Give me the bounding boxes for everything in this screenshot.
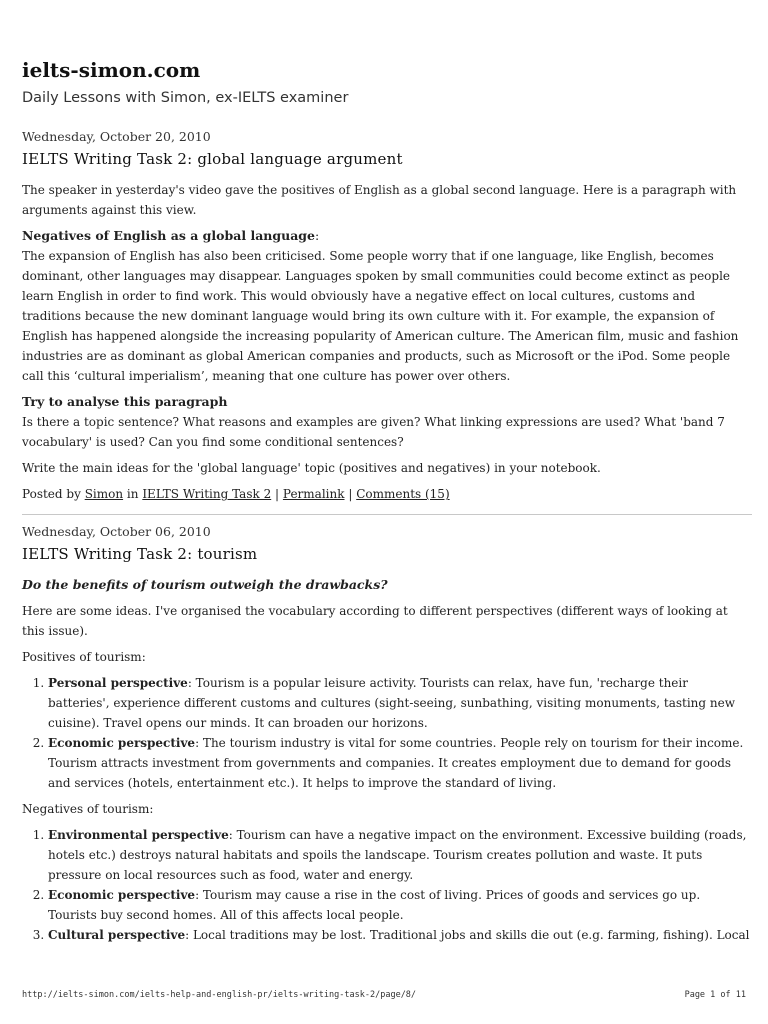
analyse-heading: Try to analyse this paragraph	[22, 394, 228, 409]
perspective-text: : The tourism industry is vital for some countries. People rely on tourism for their income. Tourism attracts investment from governments and companies. It creates employment due to demand for goods and services (hotels, entertainment etc.). It helps to improve the standard of living.	[48, 736, 744, 790]
list-item	[48, 673, 752, 733]
positives-label: Positives of tourism:	[22, 650, 146, 664]
analyse-questions: Is there a topic sentence? What reasons and examples are given? What linking expressions are used? What 'band 7 vocabulary' is used? Can you find some conditional sentences?	[22, 415, 725, 449]
perspective-text: : Tourism is a popular leisure activity. Tourists can relax, have fun, 'recharge their batteries', experience different customs and cultures (sight-seeing, sunbathing, visiting monuments, tasting new cuisine). Travel opens our minds. It can broaden our horizons.	[48, 676, 735, 730]
list-item	[48, 733, 752, 793]
post-divider	[22, 514, 752, 515]
post-global-language	[22, 128, 752, 515]
post-intro: The speaker in yesterday's video gave the positives of English as a global second language. Here is a paragraph with arguments against this view.	[22, 183, 737, 217]
document-page	[22, 56, 752, 945]
separator: |	[348, 487, 353, 501]
post-tourism	[22, 523, 752, 945]
site-title[interactable]: ielts-simon.com	[22, 58, 201, 82]
footer-page-number: Page 1 of 11	[684, 990, 746, 1000]
negatives-label: Negatives of tourism:	[22, 802, 154, 816]
post-date: Wednesday, October 20, 2010	[22, 129, 211, 144]
post-intro: Here are some ideas. I've organised the vocabulary according to different perspectives (different ways of looking at this issue).	[22, 604, 728, 638]
posted-by-label: Posted by	[22, 487, 81, 501]
perspective-label: Economic perspective	[48, 736, 196, 750]
category-link[interactable]: IELTS Writing Task 2	[142, 487, 272, 501]
perspective-label: Cultural perspective	[48, 928, 186, 942]
essay-question: Do the benefits of tourism outweigh the drawbacks?	[22, 577, 388, 592]
perspective-label: Personal perspective	[48, 676, 188, 690]
negatives-list	[22, 825, 752, 945]
list-item	[48, 925, 752, 945]
perspective-label: Economic perspective	[48, 888, 196, 902]
post-meta	[22, 484, 752, 504]
post-title[interactable]: IELTS Writing Task 2: global language argument	[22, 150, 403, 168]
perspective-text: : Local traditions may be lost. Traditional jobs and skills die out (e.g. farming, fishing). Local	[185, 928, 750, 942]
heading-colon: :	[315, 228, 320, 243]
perspective-text: : Tourism can have a negative impact on the environment. Excessive building (roads, hotels etc.) destroys natural habitats and spoils the landscape. Tourism creates pollution and waste. It puts pressure on local resources such as food, water and energy.	[48, 828, 747, 882]
print-footer	[22, 990, 746, 1000]
permalink-link[interactable]: Permalink	[282, 487, 345, 501]
positives-list	[22, 673, 752, 793]
section-heading-text: Negatives of English as a global language	[22, 228, 316, 243]
post-date: Wednesday, October 06, 2010	[22, 524, 211, 539]
author-link[interactable]: Simon	[84, 487, 124, 501]
perspective-text: : Tourism may cause a rise in the cost of living. Prices of goods and services go up. Tourists buy second homes. All of this affects local people.	[48, 888, 701, 922]
footer-url: http://ielts-simon.com/ielts-help-and-english-pr/ielts-writing-task-2/page/8/	[22, 990, 417, 1000]
in-label: in	[126, 487, 139, 501]
site-subtitle: Daily Lessons with Simon, ex-IELTS examiner	[22, 90, 349, 106]
paragraph-body: The expansion of English has also been criticised. Some people worry that if one language, like English, becomes dominant, other languages may disappear. Languages spoken by small communities could become extinct as people learn English in order to find work. This would obviously have a negative effect on local cultures, customs and traditions because the new dominant language would bring its own culture with it. For example, the expansion of English has happened alongside the increasing popularity of American culture. The American film, music and fashion industries are as dominant as global American companies and products, such as Microsoft or the iPod. Some people call this ‘cultural imperialism’, meaning that one culture has power over others.	[22, 249, 739, 383]
section-heading	[22, 226, 752, 246]
perspective-label: Environmental perspective	[48, 828, 229, 842]
notebook-task: Write the main ideas for the 'global language' topic (positives and negatives) in your notebook.	[22, 461, 601, 475]
list-item	[48, 885, 752, 925]
separator: |	[275, 487, 280, 501]
post-title[interactable]: IELTS Writing Task 2: tourism	[22, 545, 258, 563]
list-item	[48, 825, 752, 885]
comments-link[interactable]: Comments (15)	[356, 487, 450, 501]
